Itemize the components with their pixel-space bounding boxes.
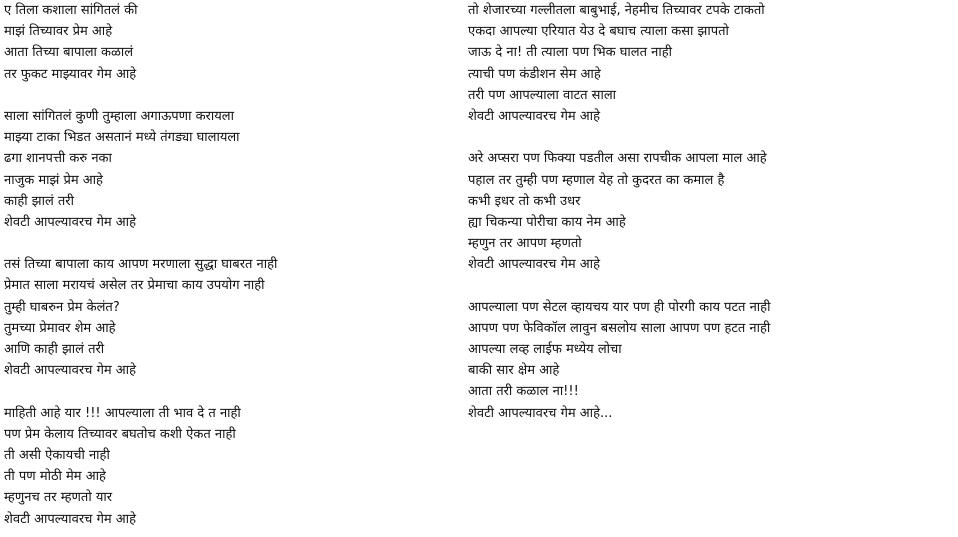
poem-line: ती पण मोठी मेम आहे — [4, 469, 106, 485]
poem-line: माहिती आहे यार !!! आपल्याला ती भाव दे त नाही — [4, 405, 241, 421]
poem-line: ढगा शानपत्ती करु नका — [4, 151, 112, 167]
poem-line: तर फुकट माझ्यावर गेम आहे — [4, 66, 137, 82]
poem-line: शेवटी आपल्यावरच गेम आहे — [4, 363, 136, 379]
poem-line: जाऊ दे ना! ती त्याला पण भिक घालत नाही — [468, 45, 673, 61]
poem-line: प्रेमात साला मरायचं असेल तर प्रेमाचा काय उपयोग नाही — [4, 278, 265, 294]
poem-line: अरे अप्सरा पण फिक्या पडतील असा रापचीक आपला माल आहे — [468, 151, 767, 167]
poem-line: साला सांगितलं कुणी तुम्हाला अगाऊपणा करायला — [4, 108, 234, 124]
poem-line: पहाल तर तुम्ही पण म्हणाल येह तो कुदरत का कमाल है — [468, 172, 725, 188]
poem-line: आता तिच्या बापाला कळालं — [4, 45, 134, 61]
poem-right-column — [468, 0, 956, 424]
poem-line: माझं तिच्यावर प्रेम आहे — [4, 24, 113, 40]
stanza-gap — [468, 127, 956, 148]
poem-line: ती असी ऐकायची नाही — [4, 447, 110, 463]
poem-line: काही झालं तरी — [4, 193, 74, 209]
poem-line: तुमच्या प्रेमावर शेम आहे — [4, 320, 116, 336]
poem-line: त्याची पण कंडीशन सेम आहे — [468, 66, 601, 82]
poem-line: म्हणुन तर आपण म्हणतो — [468, 236, 582, 252]
poem-line: बाकी सार क्षेम आहे — [468, 363, 560, 379]
poem-line: नाजुक माझं प्रेम आहे — [4, 172, 103, 188]
poem-line: तुम्ही घाबरुन प्रेम केलंत? — [4, 299, 120, 315]
poem-line: आपल्याला पण सेटल व्हायचय यार पण ही पोरगी काय पटत नाही — [468, 299, 771, 315]
poem-left-column — [4, 0, 464, 530]
poem-line: तरी पण आपल्याला वाटत साला — [468, 87, 616, 103]
poem-line: शेवटी आपल्यावरच गेम आहे... — [468, 405, 613, 421]
stanza-gap — [4, 233, 464, 254]
poem-line: माझ्या टाका भिडत असतानं मध्ये तंगड्या घालायला — [4, 130, 240, 146]
stanza-2 — [4, 106, 464, 233]
stanza-5 — [468, 0, 956, 127]
stanza-3 — [4, 254, 464, 381]
poem-line: पण प्रेम केलाय तिच्यावर बघतोच कशी ऐकत नाही — [4, 426, 236, 442]
poem-line: तसं तिच्या बापाला काय आपण मरणाला सुद्धा घाबरत नाही — [4, 257, 278, 273]
poem-line: म्हणुनच तर म्हणतो यार — [4, 490, 113, 506]
poem-line: आणि काही झालं तरी — [4, 342, 105, 357]
stanza-6 — [468, 148, 956, 275]
stanza-4 — [4, 403, 464, 530]
stanza-gap — [468, 275, 956, 296]
poem-line: कभी इधर तो कभी उधर — [468, 193, 581, 209]
stanza-7 — [468, 297, 956, 424]
poem-line: एकदा आपल्या एरियात येउ दे बघाच त्याला कसा झापतो — [468, 24, 729, 40]
poem-line: ए तिला कशाला सांगितलं की — [4, 3, 138, 18]
stanza-1 — [4, 0, 464, 85]
poem-line: तो शेजारच्या गल्लीतला बाबुभाई, नेहमीच तिच्यावर टपके टाकतो — [468, 3, 765, 18]
poem-line: आपल्या लव्ह लाईफ मध्येय लोचा — [468, 342, 622, 357]
poem-line: शेवटी आपल्यावरच गेम आहे — [4, 214, 136, 230]
poem-line: शेवटी आपल्यावरच गेम आहे — [4, 511, 136, 527]
stanza-gap — [4, 381, 464, 402]
poem-line: ह्या चिकन्या पोरीचा काय नेम आहे — [468, 214, 626, 230]
poem-line: शेवटी आपल्यावरच गेम आहे — [468, 108, 600, 124]
poem-line: शेवटी आपल्यावरच गेम आहे — [468, 257, 600, 273]
stanza-gap — [4, 85, 464, 106]
poem-line: आपण पण फेविकॉल लावुन बसलोय साला आपण पण हटत नाही — [468, 320, 771, 336]
poem-line: आता तरी कळाल ना!!! — [468, 384, 579, 400]
